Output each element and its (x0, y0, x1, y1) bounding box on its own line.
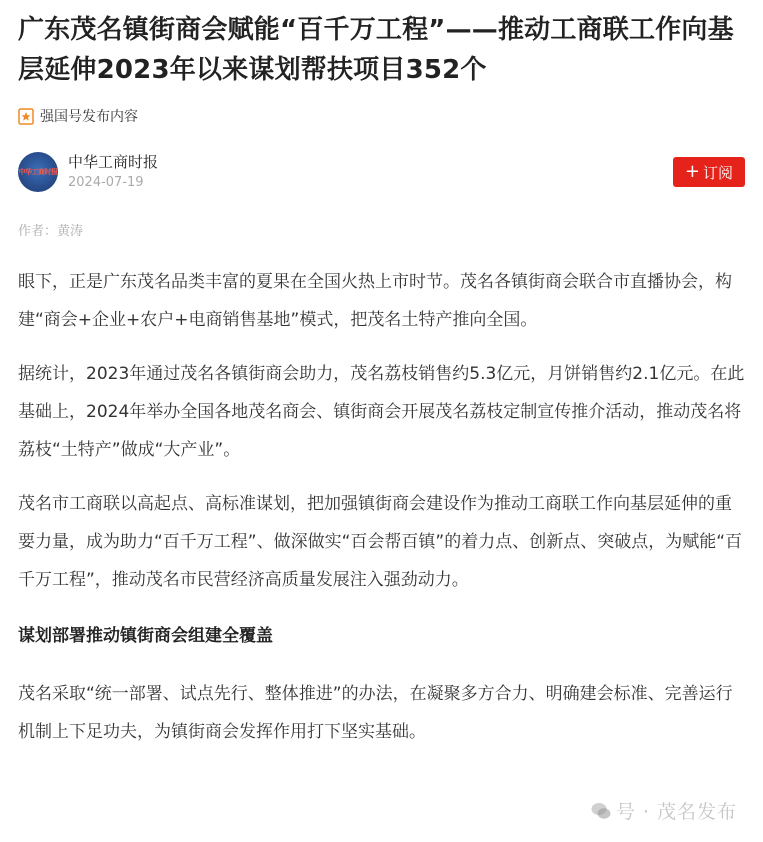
author-row (18, 150, 745, 194)
author-byline: 作者：黄涛 (18, 224, 84, 239)
plus-icon: + (684, 161, 700, 182)
source-row (18, 106, 745, 126)
article-title: 广东茂名镇街商会赋能“百千万工程”——推动工商联工作向基层延伸2023年以来谋划帮扶项目352个 (18, 15, 734, 85)
watermark (590, 797, 737, 824)
author-info[interactable] (18, 152, 158, 192)
strong-nation-badge-icon (18, 108, 34, 125)
subscribe-button[interactable] (673, 157, 745, 187)
article-container (0, 10, 763, 751)
source-label: 强国号发布内容 (40, 109, 138, 125)
author-avatar[interactable] (18, 152, 58, 192)
author-meta (68, 152, 158, 192)
watermark-text: 号 · 茂名发布 (615, 801, 737, 823)
avatar-logo-text: 中华工商时报 (18, 168, 58, 176)
paragraph-3: 茂名市工商联以高起点、高标准谋划，把加强镇街商会建设作为推动工商联工作向基层延伸的重要力量，成为助力“百千万工程”、做深做实“百会帮百镇”的着力点、创新点、突破点，为赋能“百千万工程”，推动茂名市民营经济高质量发展注入强劲动力。 (18, 494, 743, 590)
paragraph-2: 据统计，2023年通过茂名各镇街商会助力，茂名荔枝销售约5.3亿元，月饼销售约2.1亿元。在此基础上，2024年举办全国各地茂名商会、镇街商会开展茂名荔枝定制宣传推介活动，推动茂名将荔枝“土特产”做成“大产业”。 (18, 364, 745, 460)
paragraph-1: 眼下，正是广东茂名品类丰富的夏果在全国火热上市时节。茂名各镇街商会联合市直播协会，构建“商会+企业+农户+电商销售基地”模式，把茂名土特产推向全国。 (18, 272, 732, 330)
author-name[interactable]: 中华工商时报 (68, 153, 159, 171)
paragraph-4: 茂名采取“统一部署、试点先行、整体推进”的办法，在凝聚多方合力、明确建会标准、完善运行机制上下足功夫，为镇街商会发挥作用打下坚实基础。 (18, 684, 733, 742)
subscribe-label: 订阅 (702, 163, 733, 182)
wechat-icon (590, 800, 612, 822)
section-heading: 谋划部署推动镇街商会组建全覆盖 (18, 626, 273, 646)
publish-date: 2024-07-19 (68, 175, 144, 190)
